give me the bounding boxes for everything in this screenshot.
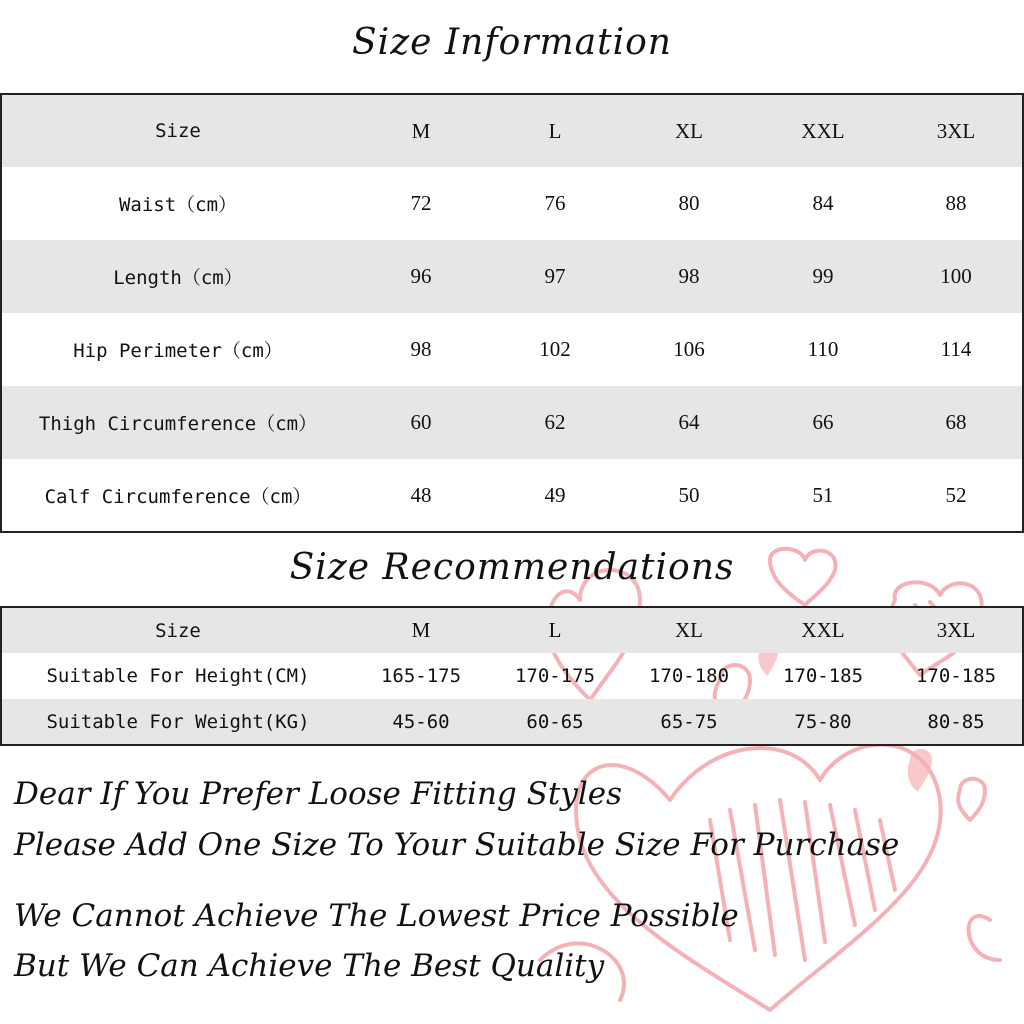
table-cell: 98 xyxy=(622,240,756,313)
note-line: Please Add One Size To Your Suitable Size For Purchase xyxy=(14,827,900,863)
table-cell: 76 xyxy=(544,191,566,215)
table-cell: 96 xyxy=(354,240,488,313)
header-cell: XL xyxy=(622,607,756,653)
size-information-table xyxy=(0,93,1024,533)
header-cell: M xyxy=(354,94,488,167)
table-cell: 97 xyxy=(488,240,622,313)
table-header-row xyxy=(1,607,1023,653)
header-cell: L xyxy=(488,607,622,653)
table-cell: 98 xyxy=(410,337,432,361)
table-cell: 60-65 xyxy=(488,699,622,745)
table-row xyxy=(1,459,1023,532)
table-row xyxy=(1,386,1023,459)
header-cell: L xyxy=(488,94,622,167)
table-row xyxy=(1,653,1023,699)
table-cell: 48 xyxy=(410,482,432,507)
table-row xyxy=(1,313,1023,386)
table-cell: 102 xyxy=(539,337,571,361)
table-cell: 51 xyxy=(812,482,834,507)
row-label: Calf Circumference（cm） xyxy=(44,485,312,508)
row-label: Suitable For Height(CM) xyxy=(46,665,310,687)
header-cell: M xyxy=(354,607,488,653)
table-cell: 50 xyxy=(678,482,700,507)
table-cell: 49 xyxy=(544,482,566,507)
table-cell: 72 xyxy=(410,191,432,215)
table-cell: 106 xyxy=(673,337,705,361)
note-line: We Cannot Achieve The Lowest Price Possible xyxy=(14,898,739,934)
row-label: Suitable For Weight(KG) xyxy=(1,699,354,745)
table-cell: 52 xyxy=(945,482,967,507)
note-line: Dear If You Prefer Loose Fitting Styles xyxy=(14,776,623,812)
table-cell: 60 xyxy=(354,386,488,459)
header-cell: XXL xyxy=(756,607,890,653)
table-cell: 62 xyxy=(488,386,622,459)
table-cell: 114 xyxy=(940,337,972,361)
table-cell: 170-175 xyxy=(514,665,596,687)
header-cell: Size xyxy=(1,607,354,653)
table-cell: 110 xyxy=(807,337,839,361)
table-row xyxy=(1,167,1023,240)
row-label: Waist（cm） xyxy=(118,194,238,216)
header-cell: XXL xyxy=(756,94,890,167)
header-cell: 3XL xyxy=(890,94,1023,167)
table-cell: 80 xyxy=(678,191,700,215)
table-cell: 170-185 xyxy=(915,665,997,687)
table-cell: 88 xyxy=(945,191,967,215)
row-label: Thigh Circumference（cm） xyxy=(1,386,354,459)
header-cell: 3XL xyxy=(890,607,1023,653)
size-information-title: Size Information xyxy=(352,22,672,63)
table-cell: 68 xyxy=(890,386,1023,459)
table-header-row xyxy=(1,94,1023,167)
table-cell: 75-80 xyxy=(756,699,890,745)
table-cell: 65-75 xyxy=(622,699,756,745)
header-cell: XL xyxy=(622,94,756,167)
table-cell: 80-85 xyxy=(890,699,1023,745)
table-cell: 99 xyxy=(756,240,890,313)
row-label: Length（cm） xyxy=(1,240,354,313)
size-recommendations-title: Size Recommendations xyxy=(289,547,735,588)
table-row xyxy=(1,240,1023,313)
table-row xyxy=(1,699,1023,745)
table-cell: 165-175 xyxy=(380,665,462,687)
table-cell: 170-185 xyxy=(782,665,864,687)
note-line: But We Can Achieve The Best Quality xyxy=(14,948,605,984)
table-cell: 170-180 xyxy=(648,665,730,687)
table-cell: 64 xyxy=(622,386,756,459)
table-cell: 84 xyxy=(812,191,834,215)
row-label: Hip Perimeter（cm） xyxy=(73,340,283,362)
table-cell: 100 xyxy=(890,240,1023,313)
table-cell: 45-60 xyxy=(354,699,488,745)
table-cell: 66 xyxy=(756,386,890,459)
header-cell: Size xyxy=(1,94,354,167)
size-recommendations-table xyxy=(0,606,1024,746)
